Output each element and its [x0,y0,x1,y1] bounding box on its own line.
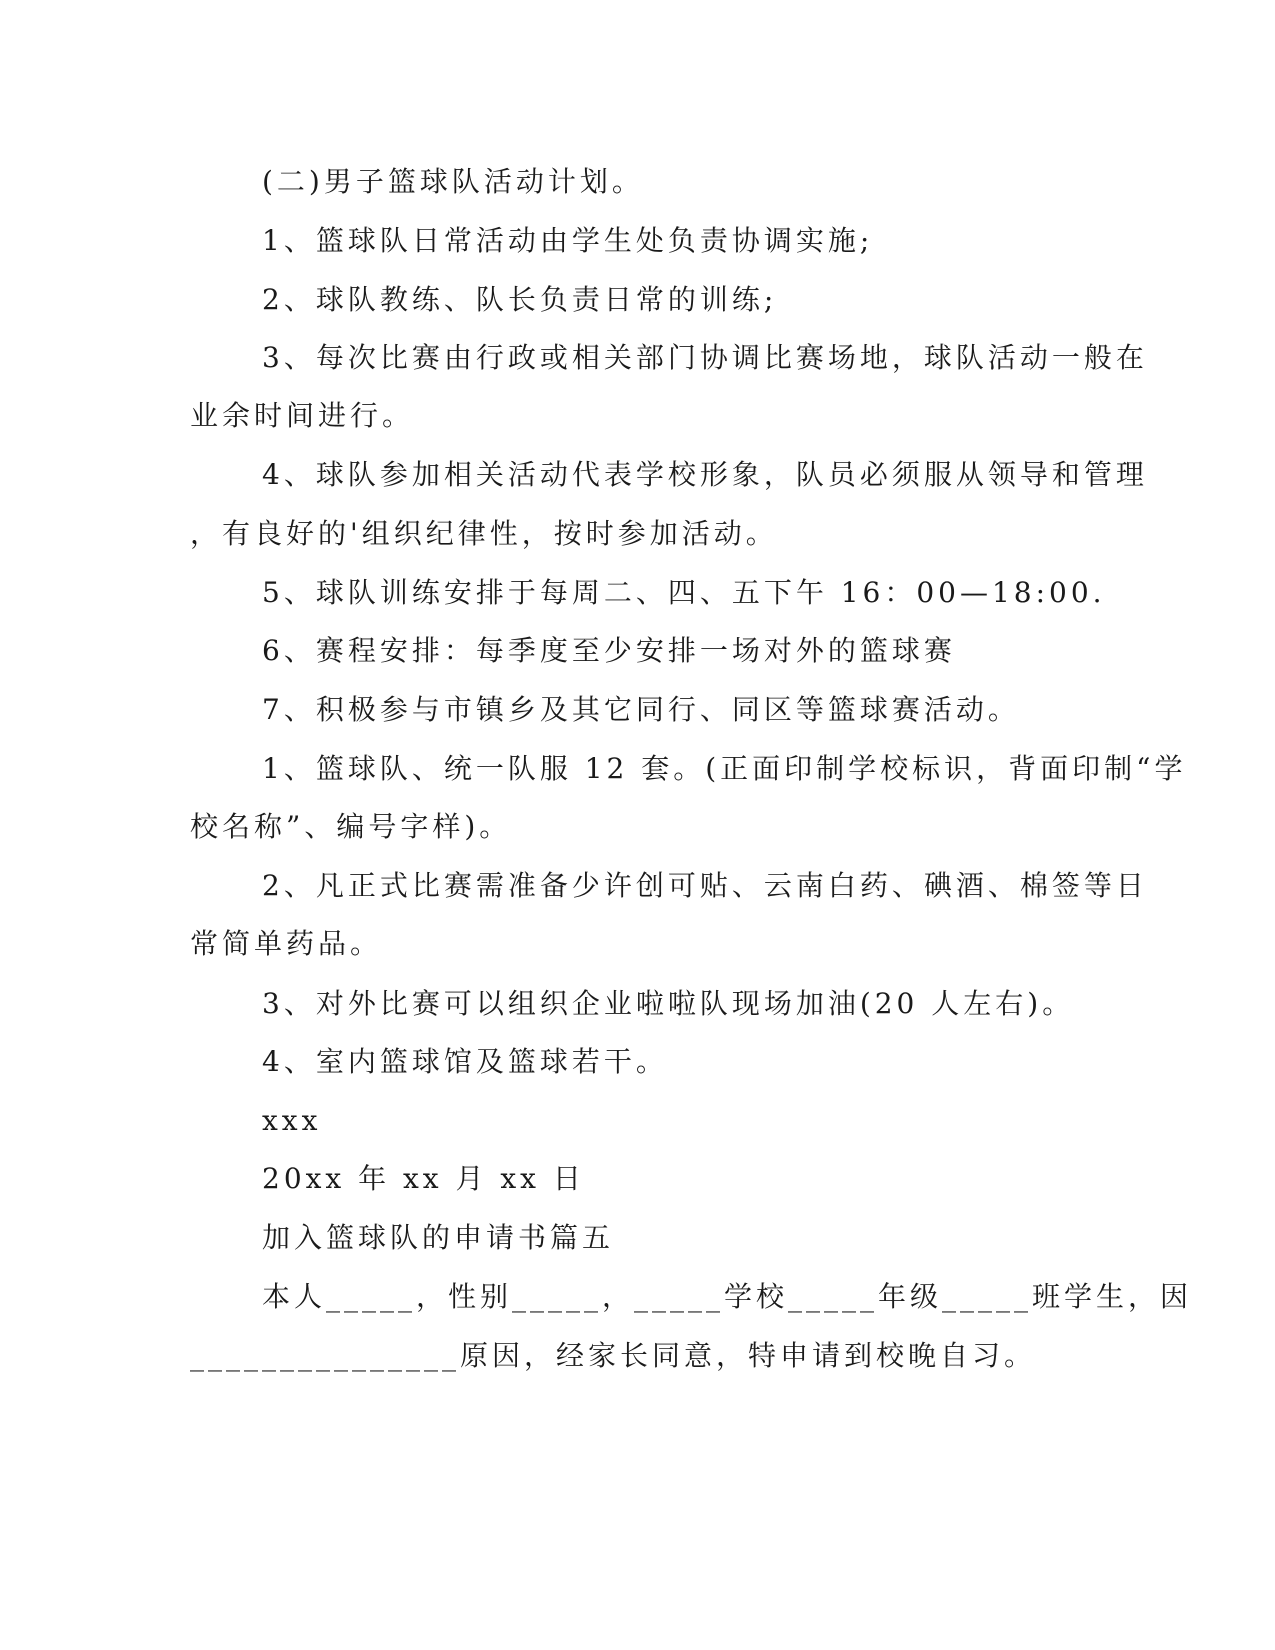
paragraph-line: 6、赛程安排：每季度至少安排一场对外的篮球赛 [262,634,956,667]
form-line: _______________原因，经家长同意，特申请到校晚自习。 [190,1339,1037,1372]
paragraph-line: 4、室内篮球馆及篮球若干。 [262,1045,668,1078]
form-line: 本人_____，性别_____，_____学校_____年级_____班学生，因 [262,1280,1193,1313]
paragraph-line: 业余时间进行。 [190,399,415,432]
signature-date: 20xx 年 xx 月 xx 日 [262,1162,585,1195]
paragraph-line: ，有良好的'组织纪律性，按时参加活动。 [190,517,778,550]
section-title: 加入篮球队的申请书篇五 [262,1221,615,1254]
paragraph-line: 2、凡正式比赛需准备少许创可贴、云南白药、碘酒、棉签等日 [262,869,1148,902]
paragraph-line: 1、篮球队、统一队服 12 套。(正面印制学校标识，背面印制“学 [262,752,1187,785]
signature-name: xxx [262,1104,322,1137]
paragraph-line: 常简单药品。 [190,927,383,960]
paragraph-line: 5、球队训练安排于每周二、四、五下午 16：00—18:00. [262,576,1106,609]
paragraph-line: 校名称”、编号字样)。 [190,810,512,843]
paragraph-line: 7、积极参与市镇乡及其它同行、同区等篮球赛活动。 [262,693,1020,726]
paragraph-line: 3、对外比赛可以组织企业啦啦队现场加油(20 人左右)。 [262,987,1075,1020]
paragraph-line: 3、每次比赛由行政或相关部门协调比赛场地，球队活动一般在 [262,341,1148,374]
paragraph-line: 4、球队参加相关活动代表学校形象，队员必须服从领导和管理 [262,458,1148,491]
paragraph-line: 2、球队教练、队长负责日常的训练; [262,283,778,316]
paragraph-line: 1、篮球队日常活动由学生处负责协调实施; [262,224,874,257]
section-heading: (二)男子篮球队活动计划。 [262,165,644,198]
